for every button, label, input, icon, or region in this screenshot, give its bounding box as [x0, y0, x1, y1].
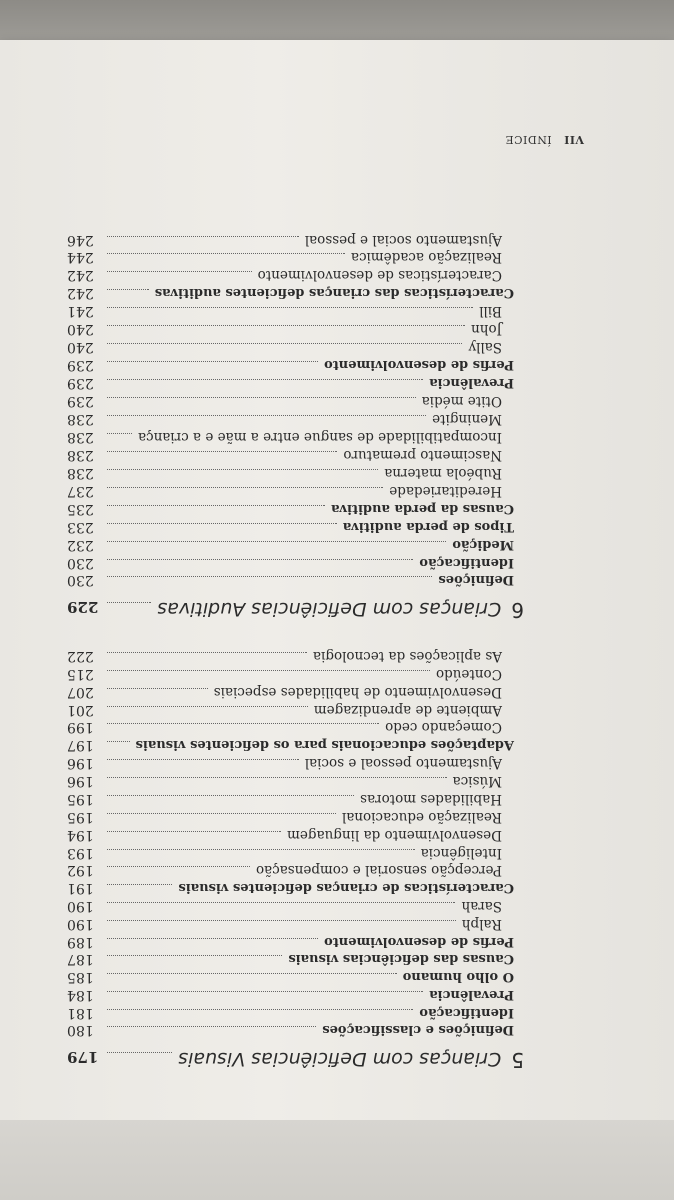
toc-entry-row — [67, 755, 502, 775]
toc-page-number: 239 — [67, 393, 94, 409]
toc-entry-row — [67, 537, 514, 557]
toc-entry-title: Percepção sensorial e compensação — [255, 862, 502, 878]
toc-entry-title: O olho humano — [402, 969, 514, 984]
dot-leader — [107, 325, 465, 326]
toc-entry-row — [67, 285, 514, 305]
toc-entry-row — [67, 880, 514, 900]
toc-entry-row — [67, 702, 502, 722]
toc-entry-title: Habilidades motoras — [360, 791, 502, 807]
toc-entry-title: Crianças com Deficiências Auditivas — [157, 598, 502, 620]
toc-entry-row — [67, 684, 502, 704]
toc-page-number: 241 — [67, 303, 94, 319]
toc-entry-title: Música — [452, 773, 502, 789]
toc-page-number: 181 — [67, 1005, 94, 1021]
toc-entry-title: Sally — [468, 339, 502, 355]
toc-entry-row — [67, 666, 502, 686]
dot-leader — [107, 505, 325, 506]
dot-leader — [107, 487, 383, 488]
toc-entry-row — [67, 393, 502, 413]
dot-leader — [107, 523, 337, 524]
toc-entry-row — [67, 845, 502, 865]
toc-page-number: 238 — [67, 447, 94, 463]
toc-entry-title: Características de crianças deficientes visuais — [178, 880, 514, 895]
toc-page-number: 207 — [67, 684, 94, 700]
dot-leader — [107, 541, 446, 542]
toc-entry-row — [67, 357, 514, 377]
toc-entry-title: Bill — [479, 303, 502, 319]
toc-entry-row — [67, 483, 502, 503]
toc-entry-title: Ambiente de aprendizagem — [313, 702, 502, 718]
dot-leader — [107, 884, 172, 885]
dot-leader — [107, 602, 151, 603]
toc-entry-title: Nascimento prematuro — [343, 447, 502, 463]
toc-entry-row — [67, 232, 502, 252]
toc-page-number: 238 — [67, 465, 94, 481]
toc-page-number: 242 — [67, 267, 94, 283]
toc-entry-row — [67, 773, 502, 793]
toc-entry-row — [67, 411, 502, 431]
toc-entry-title: Desenvolvimento da linguagem — [287, 827, 502, 843]
toc-page-number: 201 — [67, 702, 94, 718]
toc-entry-title: Definições — [438, 572, 514, 587]
toc-page-number: 239 — [67, 375, 94, 391]
toc-page-number: 237 — [67, 483, 94, 499]
dot-leader — [107, 379, 423, 380]
toc-entry-row — [67, 951, 514, 971]
toc-page-number: 191 — [67, 880, 94, 896]
toc-page-number: 194 — [67, 827, 94, 843]
dot-leader — [107, 1026, 316, 1027]
toc-page-number: 195 — [67, 809, 94, 825]
page-folio: VII — [563, 133, 584, 146]
toc-entry-title: Rubéola materna — [384, 465, 502, 481]
toc-entry-title: As aplicações da tecnologia — [312, 648, 502, 664]
dot-leader — [107, 706, 308, 707]
toc-page-number: 232 — [67, 537, 94, 553]
toc-entry-title: Ajustamento pessoal e social — [304, 755, 502, 771]
toc-page-number: 199 — [67, 719, 94, 735]
toc-entry-title: Ajustamento social e pessoal — [304, 232, 502, 248]
toc-entry-title: Medição — [452, 537, 514, 552]
toc-page-number: 195 — [67, 791, 94, 807]
toc-entry-row — [67, 267, 502, 287]
dot-leader — [107, 415, 426, 416]
toc-entry-title: Otite média — [421, 393, 502, 409]
toc-entry-row — [67, 501, 514, 521]
toc-entry-row — [67, 429, 502, 449]
dot-leader — [107, 741, 130, 742]
toc-page-number: 179 — [67, 1048, 99, 1066]
toc-page-number: 190 — [67, 916, 94, 932]
toc-entry-title: Prevalência — [429, 375, 514, 390]
toc-entry-row — [67, 1022, 514, 1042]
dot-leader — [107, 777, 447, 778]
dot-leader — [107, 973, 397, 974]
toc-entry-row — [67, 447, 502, 467]
dot-leader — [107, 1052, 172, 1053]
toc-entry-title: Realização acadêmica — [350, 249, 502, 265]
dot-leader — [107, 688, 208, 689]
toc-entry-row — [67, 719, 502, 739]
running-header — [505, 133, 584, 146]
dot-leader — [107, 759, 299, 760]
toc-entry-row — [67, 519, 514, 539]
toc-entry-row — [67, 737, 514, 757]
toc-entry-row — [67, 339, 502, 359]
chapter-number: 6 — [511, 598, 524, 622]
dot-leader — [107, 991, 423, 992]
toc-entry-title: Realização educacional — [341, 809, 502, 825]
toc-entry-row — [67, 827, 502, 847]
chapter-number: 5 — [511, 1048, 524, 1072]
toc-page-number: 239 — [67, 357, 94, 373]
toc-chapter-row — [67, 1048, 524, 1078]
dot-leader — [107, 253, 345, 254]
toc-entry-row — [67, 934, 514, 954]
toc-entry-row — [67, 898, 502, 918]
toc-page-number: 240 — [67, 339, 94, 355]
dot-leader — [107, 902, 456, 903]
toc-entry-title: Conteúdo — [435, 666, 502, 682]
toc-entry-row — [67, 809, 502, 829]
toc-entry-title: Perfis de desenvolvimento — [324, 934, 514, 949]
dot-leader — [107, 559, 413, 560]
toc-entry-title: Meningite — [432, 411, 502, 427]
toc-page-number: 233 — [67, 519, 94, 535]
toc-page-number: 222 — [67, 648, 94, 664]
dot-leader — [107, 831, 281, 832]
toc-page-number: 215 — [67, 666, 94, 682]
toc-page-number: 246 — [67, 232, 94, 248]
dot-leader — [107, 343, 462, 344]
toc-entry-title: Causas das deficiências visuais — [288, 951, 514, 966]
toc-page-number: 244 — [67, 249, 94, 265]
toc-entry-title: Desenvolvimento de habilidades especiais — [213, 684, 502, 700]
toc-entry-title: Prevalência — [429, 987, 514, 1002]
toc-chapter-row — [67, 598, 524, 628]
toc-entry-title: Causas da perda auditiva — [331, 501, 514, 516]
toc-entry-row — [67, 555, 514, 575]
toc-entry-title: Hereditariedade — [389, 483, 502, 499]
toc-page-number: 185 — [67, 969, 94, 985]
toc-page-number: 184 — [67, 987, 94, 1003]
dot-leader — [107, 469, 378, 470]
dot-leader — [107, 361, 318, 362]
dot-leader — [107, 723, 379, 724]
toc-entry-row — [67, 916, 502, 936]
toc-page-number: 238 — [67, 411, 94, 427]
dot-leader — [107, 849, 415, 850]
toc-page-number: 242 — [67, 285, 94, 301]
toc-entry-row — [67, 465, 502, 485]
toc-page-number: 190 — [67, 898, 94, 914]
toc-page-number: 197 — [67, 737, 94, 753]
toc-page-number: 240 — [67, 321, 94, 337]
toc-entry-title: Adaptações educacionais para os deficientes visuais — [135, 737, 514, 752]
dot-leader — [107, 307, 473, 308]
dot-leader — [107, 271, 252, 272]
toc-entry-row — [67, 648, 502, 668]
toc-entry-row — [67, 791, 502, 811]
toc-page-number: 196 — [67, 755, 94, 771]
dot-leader — [107, 576, 432, 577]
toc-page-number: 230 — [67, 555, 94, 571]
toc-entry-row — [67, 303, 502, 323]
dot-leader — [107, 289, 149, 290]
dot-leader — [107, 938, 318, 939]
section-title: ÍNDICE — [505, 133, 552, 146]
dot-leader — [107, 670, 430, 671]
toc-page-number: 180 — [67, 1022, 94, 1038]
dot-leader — [107, 397, 416, 398]
dot-leader — [107, 795, 354, 796]
toc-page-number: 238 — [67, 429, 94, 445]
toc-entry-row — [67, 1005, 514, 1025]
toc-entry-row — [67, 987, 514, 1007]
toc-entry-title: Começando cedo — [385, 719, 502, 735]
toc-page-number: 189 — [67, 934, 94, 950]
dot-leader — [107, 236, 299, 237]
toc-entry-title: Definições e classificações — [322, 1022, 514, 1037]
toc-page-number: 196 — [67, 773, 94, 789]
dot-leader — [107, 955, 282, 956]
toc-entry-title: John — [471, 321, 502, 337]
dot-leader — [107, 1009, 413, 1010]
toc-entry-title: Tipos de perda auditiva — [342, 519, 514, 534]
toc-page-number: 229 — [67, 598, 99, 616]
toc-entry-row — [67, 969, 514, 989]
toc-entry-title: Inteligência — [420, 845, 502, 861]
toc-entry-title: Sarah — [461, 898, 502, 914]
toc-page-number: 235 — [67, 501, 94, 517]
toc-entry-row — [67, 249, 502, 269]
dot-leader — [107, 451, 337, 452]
toc-entry-title: Ralph — [461, 916, 502, 932]
dot-leader — [107, 652, 307, 653]
toc-page-number: 187 — [67, 951, 94, 967]
toc-entry-row — [67, 572, 514, 592]
toc-entry-row — [67, 321, 502, 341]
dot-leader — [107, 813, 336, 814]
toc-entry-title: Características das crianças deficientes auditivas — [154, 285, 514, 300]
dot-leader — [107, 866, 250, 867]
toc-entry-title: Identificação — [419, 555, 514, 570]
toc-entry-title: Características de desenvolvimento — [257, 267, 502, 283]
dot-leader — [107, 433, 132, 434]
toc-page-number: 230 — [67, 572, 94, 588]
toc-entry-row — [67, 375, 514, 395]
toc-entry-title: Incompatibilidade de sangue entre a mãe e a criança — [138, 429, 502, 445]
toc-entry-row — [67, 862, 502, 882]
toc-entry-title: Identificação — [419, 1005, 514, 1020]
toc-page-number: 193 — [67, 845, 94, 861]
toc-page-number: 192 — [67, 862, 94, 878]
dot-leader — [107, 920, 456, 921]
toc-entry-title: Crianças com Deficiências Visuais — [178, 1048, 502, 1070]
toc-entry-title: Perfis de desenvolvimento — [324, 357, 514, 372]
